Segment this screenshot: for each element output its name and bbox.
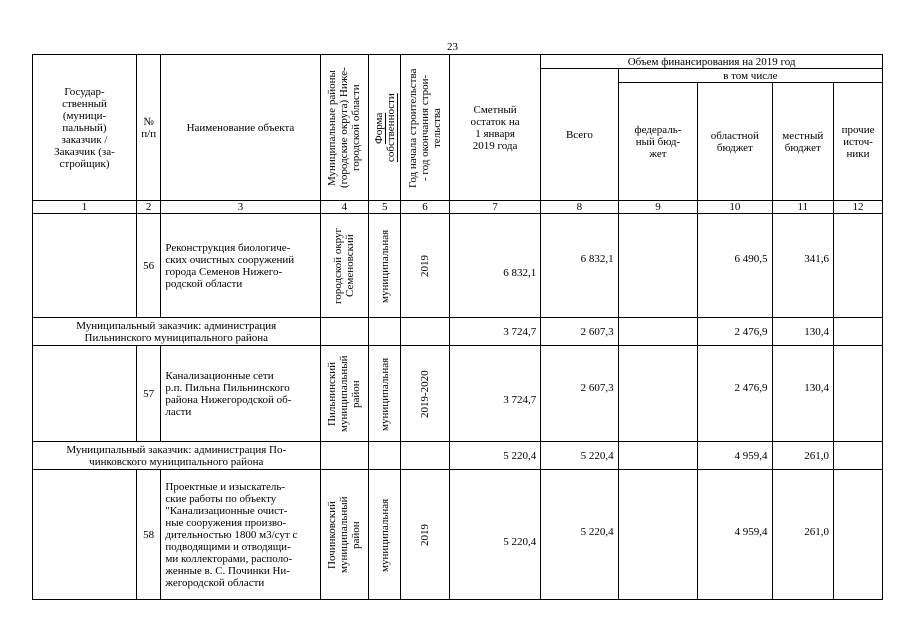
group-local: 130,4 bbox=[772, 318, 834, 346]
column-number: 1 bbox=[33, 201, 137, 214]
empty-cell bbox=[834, 318, 883, 346]
district-cell: Починковский муниципальный район bbox=[320, 470, 369, 600]
header-total: Всего bbox=[541, 69, 618, 201]
header-funding: Объем финансирования на 2019 год bbox=[541, 55, 883, 69]
years-cell: 2019-2020 bbox=[401, 346, 450, 442]
customer-cell bbox=[33, 470, 137, 600]
customer-cell bbox=[33, 214, 137, 318]
column-number: 12 bbox=[834, 201, 883, 214]
column-number: 2 bbox=[136, 201, 160, 214]
group-estimate: 3 724,7 bbox=[449, 318, 540, 346]
total-value: 5 220,4 bbox=[541, 470, 618, 600]
customer-cell bbox=[33, 346, 137, 442]
federal-value bbox=[618, 470, 698, 600]
empty-cell bbox=[369, 318, 401, 346]
column-number: 8 bbox=[541, 201, 618, 214]
estimate-value: 5 220,4 bbox=[449, 470, 540, 600]
empty-cell bbox=[618, 318, 698, 346]
federal-value bbox=[618, 214, 698, 318]
empty-cell bbox=[401, 442, 450, 470]
estimate-value: 3 724,7 bbox=[449, 346, 540, 442]
local-value: 130,4 bbox=[772, 346, 834, 442]
header-federal: федераль- ный бюд- жет bbox=[618, 83, 698, 201]
group-estimate: 5 220,4 bbox=[449, 442, 540, 470]
regional-value: 4 959,4 bbox=[698, 470, 772, 600]
regional-value: 2 476,9 bbox=[698, 346, 772, 442]
empty-cell bbox=[369, 442, 401, 470]
group-customer: Муниципальный заказчик: администрация Пильнинского муниципального района bbox=[33, 318, 321, 346]
group-row bbox=[33, 442, 883, 470]
header-local: местный бюджет bbox=[772, 83, 834, 201]
column-number: 10 bbox=[698, 201, 772, 214]
group-regional: 2 476,9 bbox=[698, 318, 772, 346]
other-value bbox=[834, 346, 883, 442]
page-number: 23 bbox=[447, 41, 458, 53]
row-number: 58 bbox=[136, 470, 160, 600]
column-numbers-row bbox=[33, 201, 883, 214]
ownership-cell: муниципальная bbox=[369, 214, 401, 318]
other-value bbox=[834, 470, 883, 600]
header-other: прочие источ- ники bbox=[834, 83, 883, 201]
years-cell: 2019 bbox=[401, 470, 450, 600]
local-value: 341,6 bbox=[772, 214, 834, 318]
empty-cell bbox=[320, 318, 369, 346]
header-ownership: Форма собственности bbox=[369, 55, 401, 201]
group-customer: Муниципальный заказчик: администрация По- чинковского муниципального района bbox=[33, 442, 321, 470]
district-cell: городской округ Семеновский bbox=[320, 214, 369, 318]
empty-cell bbox=[618, 442, 698, 470]
financing-table bbox=[32, 54, 883, 600]
federal-value bbox=[618, 346, 698, 442]
empty-cell bbox=[401, 318, 450, 346]
header-customer: Государ- ственный (муници- пальный) заказчик / Заказчик (за- стройщик) bbox=[33, 55, 137, 201]
empty-cell bbox=[320, 442, 369, 470]
table-row bbox=[33, 214, 883, 318]
column-number: 9 bbox=[618, 201, 698, 214]
column-number: 5 bbox=[369, 201, 401, 214]
object-name: Реконструкция биологиче- ских очистных сооружений города Семенов Нижего- родской области bbox=[161, 214, 320, 318]
group-local: 261,0 bbox=[772, 442, 834, 470]
column-number: 7 bbox=[449, 201, 540, 214]
group-row bbox=[33, 318, 883, 346]
total-value: 2 607,3 bbox=[541, 346, 618, 442]
column-number: 4 bbox=[320, 201, 369, 214]
total-value: 6 832,1 bbox=[541, 214, 618, 318]
header-regional: областной бюджет bbox=[698, 83, 772, 201]
header-number: № п/п bbox=[136, 55, 160, 201]
other-value bbox=[834, 214, 883, 318]
column-number: 3 bbox=[161, 201, 320, 214]
group-regional: 4 959,4 bbox=[698, 442, 772, 470]
group-total: 5 220,4 bbox=[541, 442, 618, 470]
header-district: Муниципальные районы (городские округа) Ниже- городской области bbox=[320, 55, 369, 201]
estimate-value: 6 832,1 bbox=[449, 214, 540, 318]
local-value: 261,0 bbox=[772, 470, 834, 600]
column-number: 6 bbox=[401, 201, 450, 214]
ownership-cell: муниципальная bbox=[369, 470, 401, 600]
regional-value: 6 490,5 bbox=[698, 214, 772, 318]
table-row bbox=[33, 346, 883, 442]
row-number: 56 bbox=[136, 214, 160, 318]
header-estimate: Сметный остаток на 1 января 2019 года bbox=[449, 55, 540, 201]
header-including: в том числе bbox=[618, 69, 882, 83]
table-row bbox=[33, 470, 883, 600]
group-total: 2 607,3 bbox=[541, 318, 618, 346]
empty-cell bbox=[834, 442, 883, 470]
object-name: Канализационные сети р.п. Пильна Пильнинского района Нижегородской об- ласти bbox=[161, 346, 320, 442]
district-cell: Пильнинский муниципальный район bbox=[320, 346, 369, 442]
object-name: Проектные и изыскатель- ские работы по объекту "Канализационные очист- ные сооружения произво- дительностью 1800 м3/сут с подводящими и отводящи- ми коллекторами, располо- женные в. С. Починки Ни- жегородской области bbox=[161, 470, 320, 600]
header-years: Год начала строительства - год окончания строи- тельства bbox=[401, 55, 450, 201]
ownership-cell: муниципальная bbox=[369, 346, 401, 442]
header-object-name: Наименование объекта bbox=[161, 55, 320, 201]
years-cell: 2019 bbox=[401, 214, 450, 318]
column-number: 11 bbox=[772, 201, 834, 214]
row-number: 57 bbox=[136, 346, 160, 442]
